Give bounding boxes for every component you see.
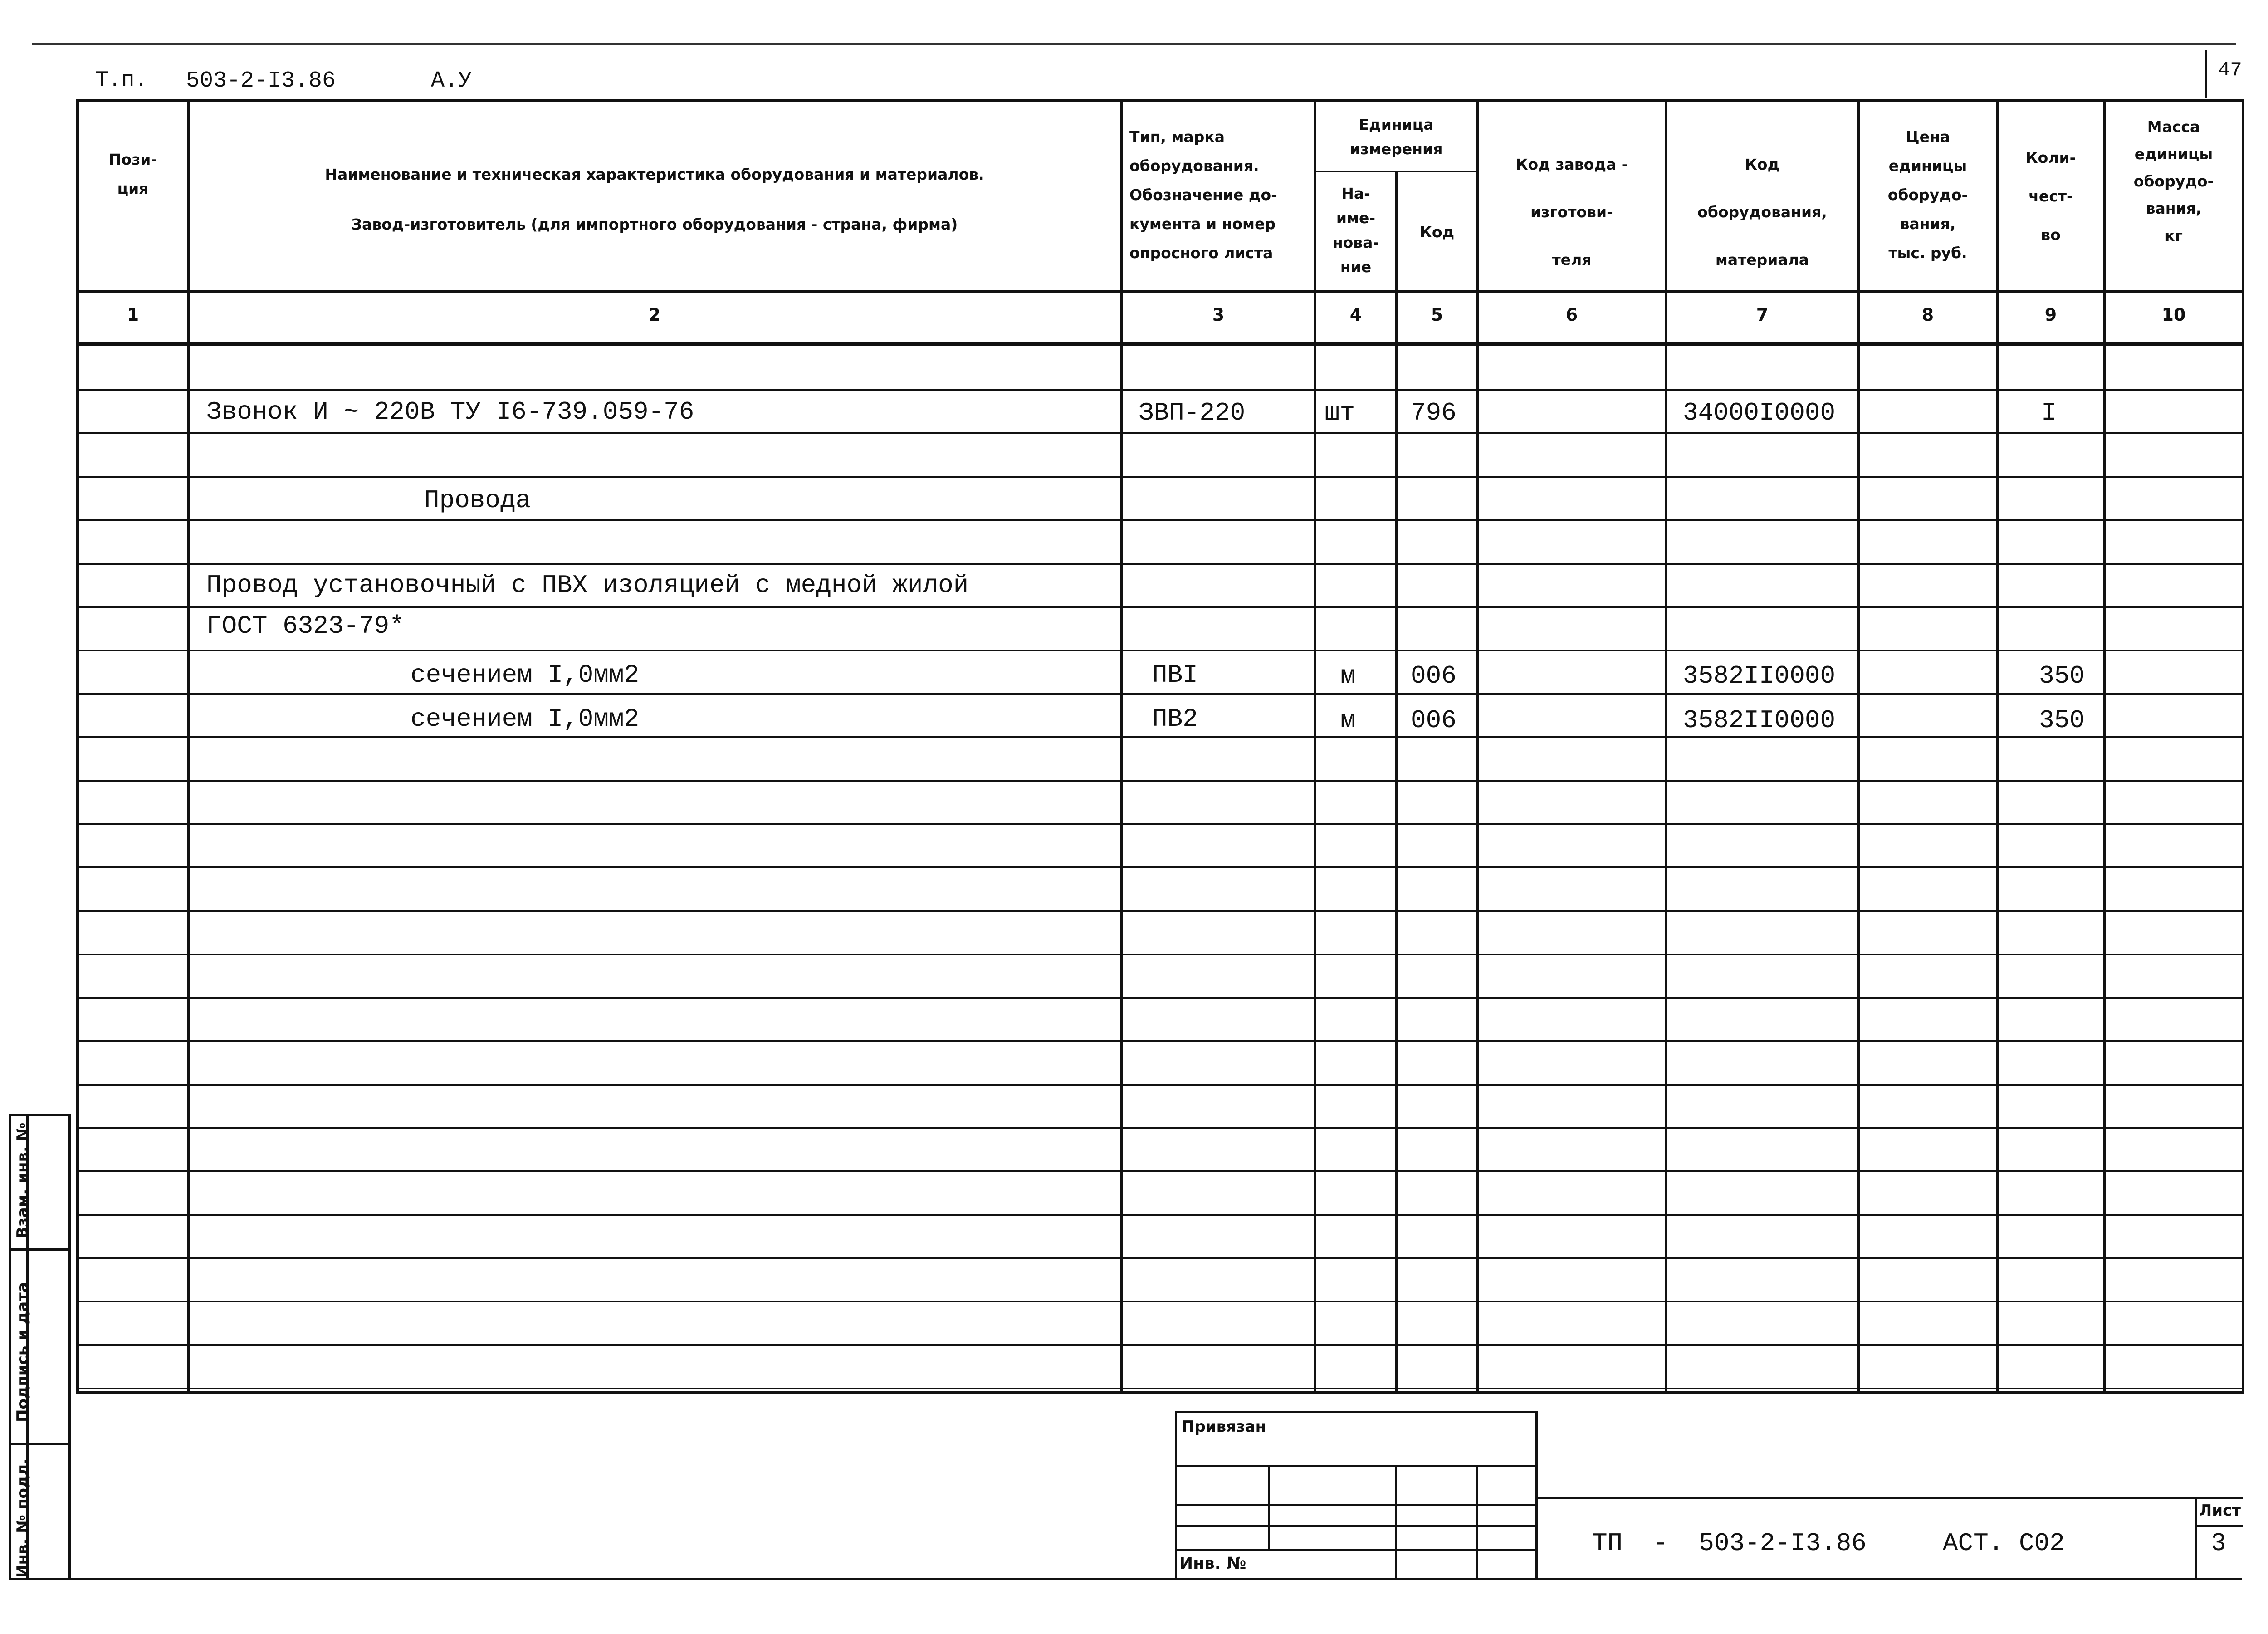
table-row-line (77, 476, 2244, 478)
album-code: А.У (431, 68, 472, 94)
header-col-9: Коли- чест- во (2025, 149, 2076, 244)
header-col-3: Тип, марка оборудования. Обозначение до- кумента и номер опросного листа (1129, 128, 1277, 262)
table-row-line (77, 519, 2244, 521)
table-row-line (77, 736, 2244, 738)
col-line-9 (2103, 99, 2106, 1394)
stamp-box-left (1175, 1411, 1177, 1580)
table-row-line (77, 1344, 2244, 1346)
row-wire1-qty: 350 (2039, 661, 2085, 690)
row-wire1-equip-code: 3582II0000 (1683, 661, 1836, 690)
side-strip-left (9, 1114, 11, 1580)
table-row-line (77, 563, 2244, 565)
colnum-8: 8 (1921, 305, 1934, 325)
project-code: 503-2-I3.86 (186, 68, 336, 94)
col-line-7 (1857, 99, 1860, 1394)
table-row-line (77, 1214, 2244, 1216)
stamp-inv-no: Инв. № (1179, 1554, 1246, 1573)
sheet-cell-sep (2195, 1525, 2243, 1527)
numrow-bottom (77, 342, 2244, 346)
row-wire2-unit-code: 006 (1411, 706, 1457, 735)
side-strip-sep-2 (9, 1443, 70, 1445)
header-col-8: Цена единицы оборудо- вания, тыс. руб. (1887, 128, 1968, 262)
header-col-5: Код (1419, 223, 1455, 241)
header-col-4: На- име- нова- ние (1332, 185, 1379, 276)
side-strip-bottom (9, 1578, 2242, 1580)
table-row-line (77, 954, 2244, 955)
side-strip-inner-right (68, 1114, 71, 1580)
stamp-privyazan: Привязан (1182, 1418, 1266, 1436)
col-line-5 (1476, 99, 1479, 1394)
doc-prefix: Т.п. (95, 68, 148, 93)
colnum-9: 9 (2044, 305, 2057, 325)
col-line-3 (1314, 99, 1316, 1394)
colnum-10: 10 (2161, 305, 2186, 325)
colnum-1: 1 (127, 305, 139, 325)
side-strip-top (9, 1114, 70, 1116)
row-bell-type: ЗВП-220 (1139, 398, 1246, 427)
row-wire-desc: Провод установочный с ПВХ изоляцией с медной жилой (206, 571, 969, 600)
stamp-box-v3 (1476, 1465, 1478, 1580)
table-row-line (77, 1301, 2244, 1302)
stamp-box-h3 (1175, 1525, 1538, 1527)
side-label-inv: Инв. № подл. (14, 1458, 32, 1578)
table-bottom (76, 1391, 2244, 1394)
top-border (32, 43, 2236, 45)
side-label-vzam: Взам. инв. № (14, 1122, 32, 1238)
page-mark: 47 (2218, 59, 2242, 82)
col-line-4 (1395, 171, 1398, 1394)
colnum-6: 6 (1565, 305, 1578, 325)
row-wire1-type: ПВI (1152, 660, 1198, 690)
header-col-1: Пози- ция (108, 151, 157, 197)
stamp-box-h1 (1175, 1465, 1538, 1467)
row-wire-standard: ГОСТ 6323-79* (206, 612, 405, 641)
colnum-7: 7 (1756, 305, 1769, 325)
row-bell-equip-code: 34000I0000 (1683, 398, 1836, 427)
header-col-2: Наименование и техническая характеристика оборудования и материалов. Завод-изготовитель (для импортного оборудования - страна, фирма) (325, 166, 984, 233)
section-heading-wires: Провода (424, 486, 531, 515)
table-row-line (77, 1257, 2244, 1259)
row-wire2-unit: м (1340, 706, 1356, 735)
colnum-3: 3 (1212, 305, 1225, 325)
title-designation: ТП - 503-2-I3.86 АСТ. С02 (1592, 1529, 2065, 1558)
colnum-5: 5 (1431, 305, 1443, 325)
stamp-box-h4 (1175, 1549, 1538, 1551)
stamp-box-v2 (1395, 1465, 1397, 1580)
col-line-6 (1665, 99, 1667, 1394)
col-line-1 (187, 99, 190, 1394)
table-row-line (77, 1388, 2244, 1389)
unit-group-split (1315, 171, 1477, 172)
table-row-line (77, 693, 2244, 695)
header-col-10: Масса единицы оборудо- вания, кг (2133, 118, 2214, 245)
sheet-number: 3 (2211, 1529, 2226, 1558)
row-wire1-unit: м (1340, 661, 1356, 690)
row-wire2-type: ПВ2 (1152, 704, 1198, 734)
row-bell-unit: шт (1325, 398, 1355, 427)
table-top (77, 99, 2244, 102)
stamp-box-right (1535, 1411, 1538, 1580)
colnum-4: 4 (1349, 305, 1362, 325)
row-wire2-equip-code: 3582II0000 (1683, 706, 1836, 735)
colnum-2: 2 (648, 305, 661, 325)
table-row-line (77, 1127, 2244, 1129)
table-row-line (77, 389, 2244, 391)
table-row-line (77, 780, 2244, 782)
table-row-line (77, 1084, 2244, 1086)
table-row-line (77, 1170, 2244, 1172)
side-strip-sep-1 (9, 1248, 70, 1251)
col-line-2 (1120, 99, 1123, 1394)
row-wire2-qty: 350 (2039, 706, 2085, 735)
sheet-cell-left (2195, 1497, 2197, 1580)
table-row-line (77, 866, 2244, 868)
header-bottom (77, 290, 2244, 293)
header-col-7: Код оборудования, материала (1697, 156, 1827, 269)
header-col-6: Код завода - изготови- теля (1515, 156, 1628, 269)
right-border (2205, 50, 2207, 98)
row-bell-qty: I (2041, 398, 2057, 427)
table-row-line (77, 432, 2244, 434)
stamp-box-h2 (1175, 1504, 1538, 1506)
table-row-line (77, 606, 2244, 608)
header-unit-group: Единица измерения (1349, 116, 1443, 158)
table-row-line (77, 1040, 2244, 1042)
table-row-line (77, 823, 2244, 825)
stamp-box-top (1175, 1411, 1538, 1413)
col-line-8 (1996, 99, 1999, 1394)
table-row-line (77, 997, 2244, 999)
row-bell-name: Звонок И ~ 220В ТУ I6-739.059-76 (206, 397, 694, 426)
side-label-podpis: Подпись и дата (14, 1282, 32, 1422)
stamp-box-v1 (1268, 1465, 1270, 1551)
sheet-label: Лист (2199, 1502, 2241, 1520)
table-row-line (77, 650, 2244, 651)
row-wire1-name: сечением I,0мм2 (411, 660, 640, 690)
row-bell-unit-code: 796 (1411, 398, 1457, 427)
row-wire1-unit-code: 006 (1411, 661, 1457, 690)
row-wire2-name: сечением I,0мм2 (411, 704, 640, 734)
table-row-line (77, 910, 2244, 912)
title-block-top (1535, 1497, 2243, 1499)
